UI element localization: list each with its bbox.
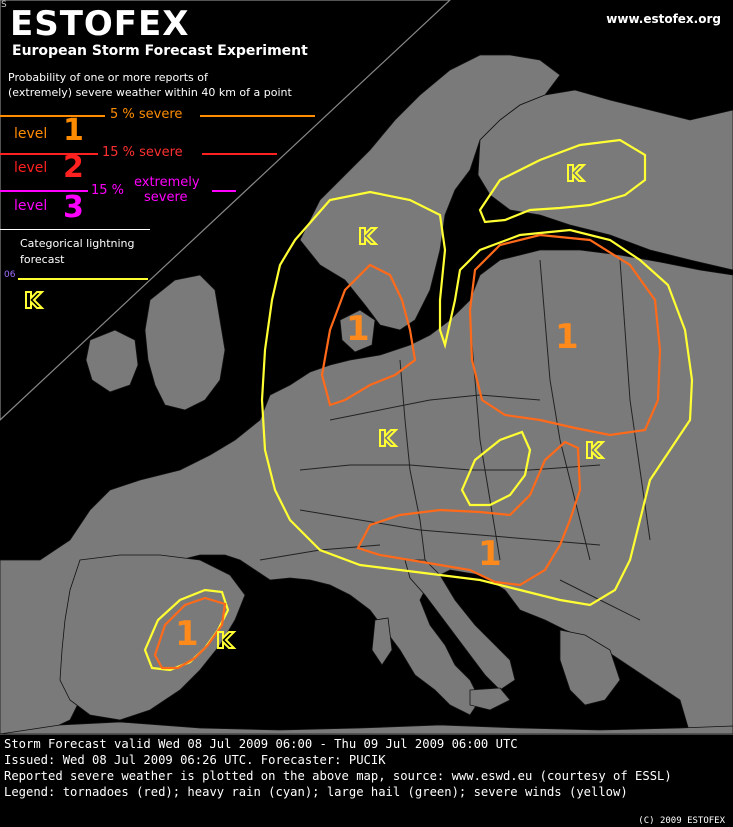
legend-rule-lightning bbox=[18, 278, 148, 280]
land-north-africa bbox=[0, 722, 733, 734]
legend-level2-label: level bbox=[14, 160, 48, 176]
legend-description-2: (extremely) severe weather within 40 km of a point bbox=[8, 86, 292, 99]
legend-level3-label: level bbox=[14, 198, 48, 214]
legend-rule-level1-left bbox=[0, 115, 105, 117]
legend-threshold-level1: 5 % severe bbox=[110, 107, 183, 122]
legend-rule-level1-right bbox=[200, 115, 315, 117]
land-sardinia bbox=[372, 618, 392, 665]
forecast-issued-line: Issued: Wed 08 Jul 2009 06:26 UTC. Forecaster: PUCIK bbox=[4, 753, 386, 767]
level1-label-east: 1 bbox=[555, 317, 579, 357]
page-title: ESTOFEX bbox=[10, 4, 190, 44]
level1-label-balkans: 1 bbox=[478, 534, 502, 574]
legend-level2-number: 2 bbox=[63, 150, 84, 185]
reports-source-line: Reported severe weather is plotted on the above map, source: www.eswd.eu (courtesy of ESSL) bbox=[4, 769, 672, 783]
page-subtitle: European Storm Forecast Experiment bbox=[12, 43, 308, 59]
legend-level3-number: 3 bbox=[63, 190, 84, 225]
legend-lightning-tiny: 06 bbox=[4, 270, 16, 280]
corner-mark: S bbox=[1, 0, 7, 10]
reports-legend-line: Legend: tornadoes (red); heavy rain (cyan); large hail (green); severe winds (yellow) bbox=[4, 785, 628, 799]
legend-description-1: Probability of one or more reports of bbox=[8, 71, 208, 84]
land-finland-russia bbox=[478, 90, 733, 270]
legend-level1-label: level bbox=[14, 126, 48, 142]
legend-threshold-level2: 15 % severe bbox=[102, 145, 183, 160]
land-britain bbox=[145, 275, 225, 410]
level1-label-scandinavia: 1 bbox=[346, 309, 370, 349]
land-sicily bbox=[470, 688, 510, 710]
legend-lightning-line2: forecast bbox=[20, 253, 65, 266]
level1-label-spain: 1 bbox=[175, 614, 199, 654]
legend-threshold-level3-line1: extremely bbox=[134, 175, 200, 190]
site-url: www.estofex.org bbox=[606, 12, 721, 26]
legend-rule-level3-right bbox=[212, 190, 236, 192]
copyright: (C) 2009 ESTOFEX bbox=[638, 816, 725, 826]
legend-threshold-level3-pct: 15 % bbox=[91, 183, 125, 198]
forecast-valid-line: Storm Forecast valid Wed 08 Jul 2009 06:00 - Thu 09 Jul 2009 06:00 UTC bbox=[4, 737, 518, 751]
legend-level1-number: 1 bbox=[63, 113, 84, 148]
forecast-info-panel bbox=[0, 734, 733, 827]
legend-threshold-level3-line2: severe bbox=[144, 190, 188, 205]
legend-rule-level2-right bbox=[202, 153, 277, 155]
land-ireland bbox=[86, 330, 138, 392]
legend-divider bbox=[0, 229, 150, 230]
legend-lightning-line1: Categorical lightning bbox=[20, 237, 135, 250]
